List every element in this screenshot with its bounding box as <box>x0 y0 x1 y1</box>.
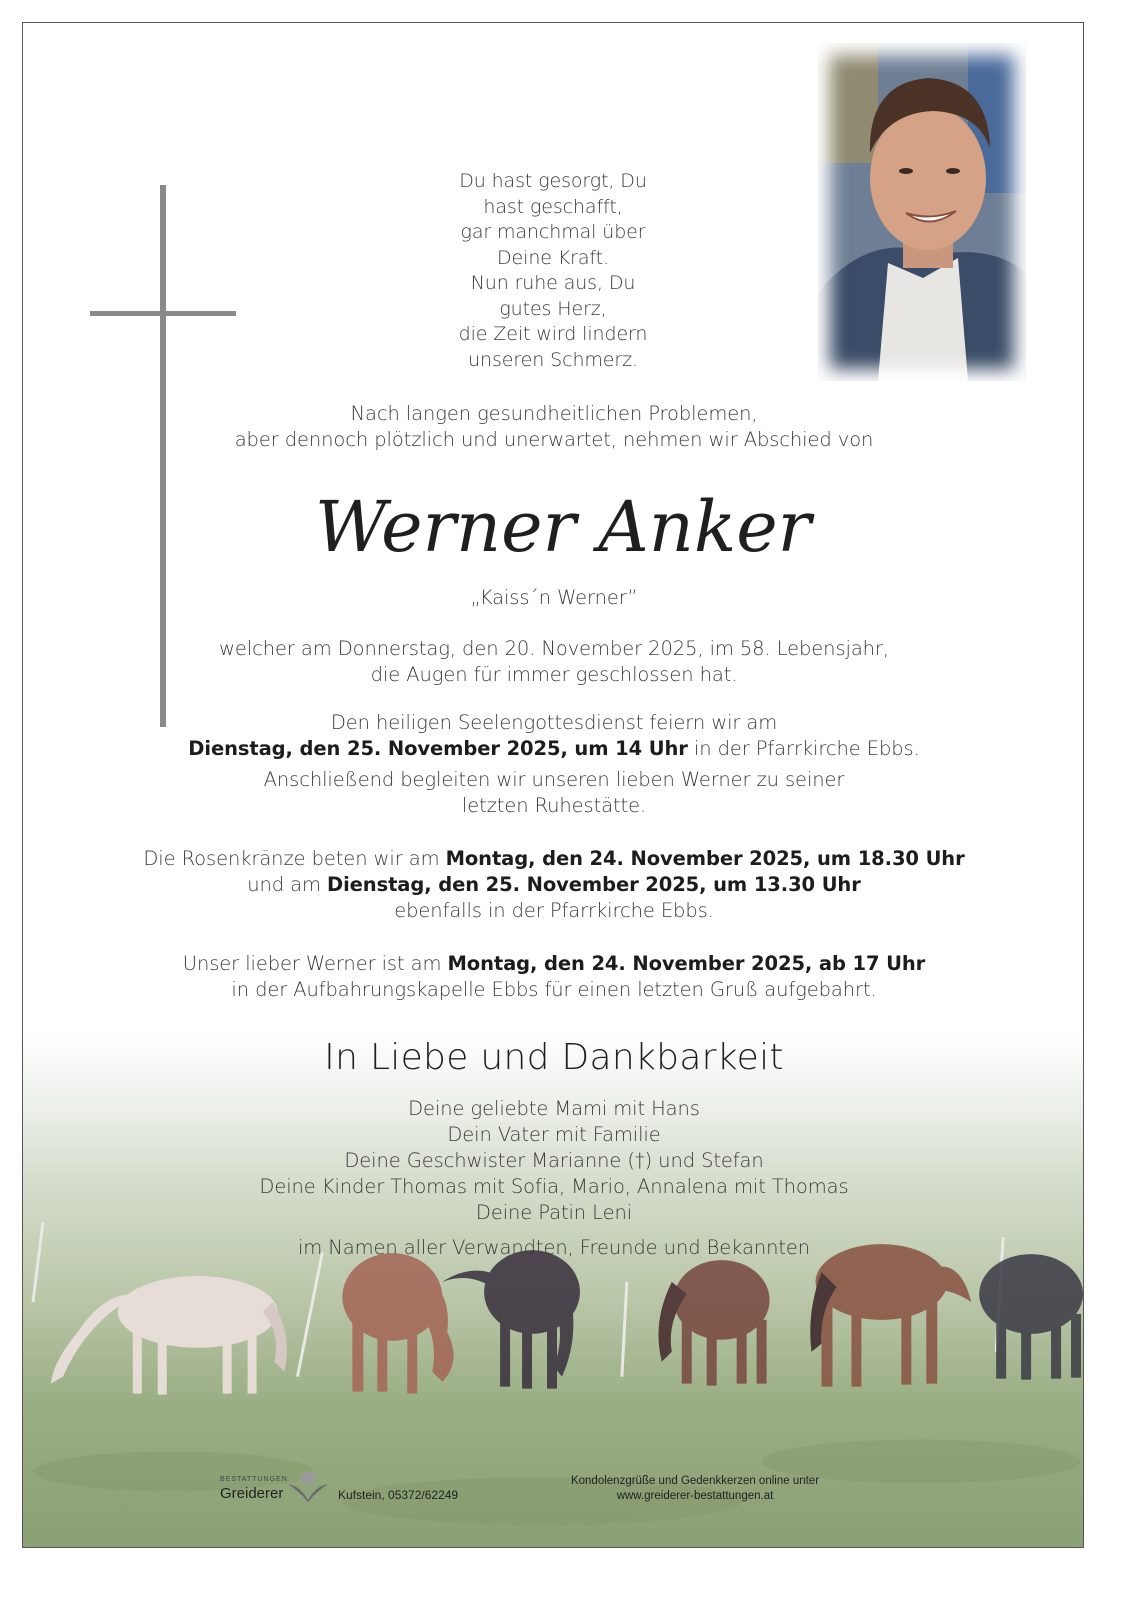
mass-line <box>23 736 1085 762</box>
portrait-photo <box>818 43 1026 381</box>
viewing-info <box>23 951 1085 1003</box>
viewing-line <box>23 951 1085 977</box>
rosary-and: und am <box>247 873 327 896</box>
intro-line: Nach langen gesundheitlichen Problemen, <box>350 402 758 425</box>
logo-subtitle: BESTATTUNGEN <box>220 1476 288 1483</box>
dove-icon <box>286 1468 330 1502</box>
family-member: Deine Kinder Thomas mit Sofia, Mario, Annalena mit Thomas <box>259 1175 849 1198</box>
rosary-intro: Die Rosenkränze beten wir am <box>143 847 446 870</box>
viewing-line: in der Aufbahrungskapelle Ebbs für einen letzten Gruß aufgebahrt. <box>231 978 877 1001</box>
rosary-line <box>23 846 1085 872</box>
thanks-title: In Liebe und Dankbarkeit <box>324 1037 784 1078</box>
online-condolences <box>540 1474 850 1504</box>
burial-line: Anschließend begleiten wir unseren lieben Werner zu seiner <box>263 768 845 791</box>
funeral-mass <box>23 710 1085 762</box>
family-member: Deine Patin Leni <box>475 1201 633 1224</box>
nickname <box>23 585 1085 611</box>
intro-line: aber dennoch plötzlich und unerwartet, nehmen wir Abschied von <box>234 428 874 451</box>
family-member: Deine Geschwister Marianne (†) und Stefan <box>344 1149 764 1172</box>
cross-horizontal-bar <box>90 311 236 316</box>
deceased-name: Werner Anker <box>314 486 812 568</box>
funeral-home-website-link[interactable]: www.greiderer-bestattungen.at <box>616 1490 774 1502</box>
nickname-text: „Kaiss´n Werner” <box>470 586 638 609</box>
death-line: die Augen für immer geschlossen hat. <box>370 663 738 686</box>
death-statement <box>23 636 1085 688</box>
death-notice <box>22 22 1084 1548</box>
thanks-heading <box>23 1036 1085 1080</box>
mass-date: Dienstag, den 25. November 2025, um 14 Uhr <box>188 737 688 760</box>
intro-text <box>23 401 1085 453</box>
poem-line: Du hast gesorgt, Du hast geschafft, <box>459 170 647 218</box>
poem <box>443 169 663 373</box>
online-condolences-text: Kondolenzgrüße und Gedenkkerzen online unter <box>570 1475 820 1487</box>
poem-line: gar manchmal über Deine Kraft. <box>460 221 646 269</box>
family-member: Deine geliebte Mami mit Hans <box>408 1097 700 1120</box>
family-list <box>23 1096 1085 1226</box>
logo-name: Greiderer <box>220 1485 284 1502</box>
rosary-line: ebenfalls in der Pfarrkirche Ebbs. <box>394 899 714 922</box>
rosary-line <box>23 872 1085 898</box>
deceased-name-signature <box>314 469 812 569</box>
poem-line: Nun ruhe aus, Du gutes Herz, <box>470 272 636 320</box>
signature-script <box>314 469 812 569</box>
closing-note <box>23 1235 1085 1261</box>
viewing-date: Montag, den 24. November 2025, ab 17 Uhr <box>447 952 926 975</box>
closing-text: im Namen aller Verwandten, Freunde und Bekannten <box>297 1236 811 1259</box>
rosary-date-2: Dienstag, den 25. November 2025, um 13.30 Uhr <box>327 873 861 896</box>
rosary-prayers <box>23 846 1085 924</box>
funeral-home-phone: Kufstein, 05372/62249 <box>338 1488 459 1502</box>
mass-line: Den heiligen Seelengottesdienst feiern wir am <box>330 711 778 734</box>
burial-line: letzten Ruhestätte. <box>461 794 647 817</box>
rosary-date-1: Montag, den 24. November 2025, um 18.30 Uhr <box>445 847 965 870</box>
funeral-home-logo <box>220 1466 340 1506</box>
viewing-intro: Unser lieber Werner ist am <box>182 952 448 975</box>
poem-line: die Zeit wird lindern unseren Schmerz. <box>458 323 648 371</box>
burial-note <box>23 767 1085 819</box>
death-line: welcher am Donnerstag, den 20. November 2025, im 58. Lebensjahr, <box>219 637 889 660</box>
family-member: Dein Vater mit Familie <box>447 1123 661 1146</box>
mass-location: in der Pfarrkirche Ebbs. <box>687 737 920 760</box>
